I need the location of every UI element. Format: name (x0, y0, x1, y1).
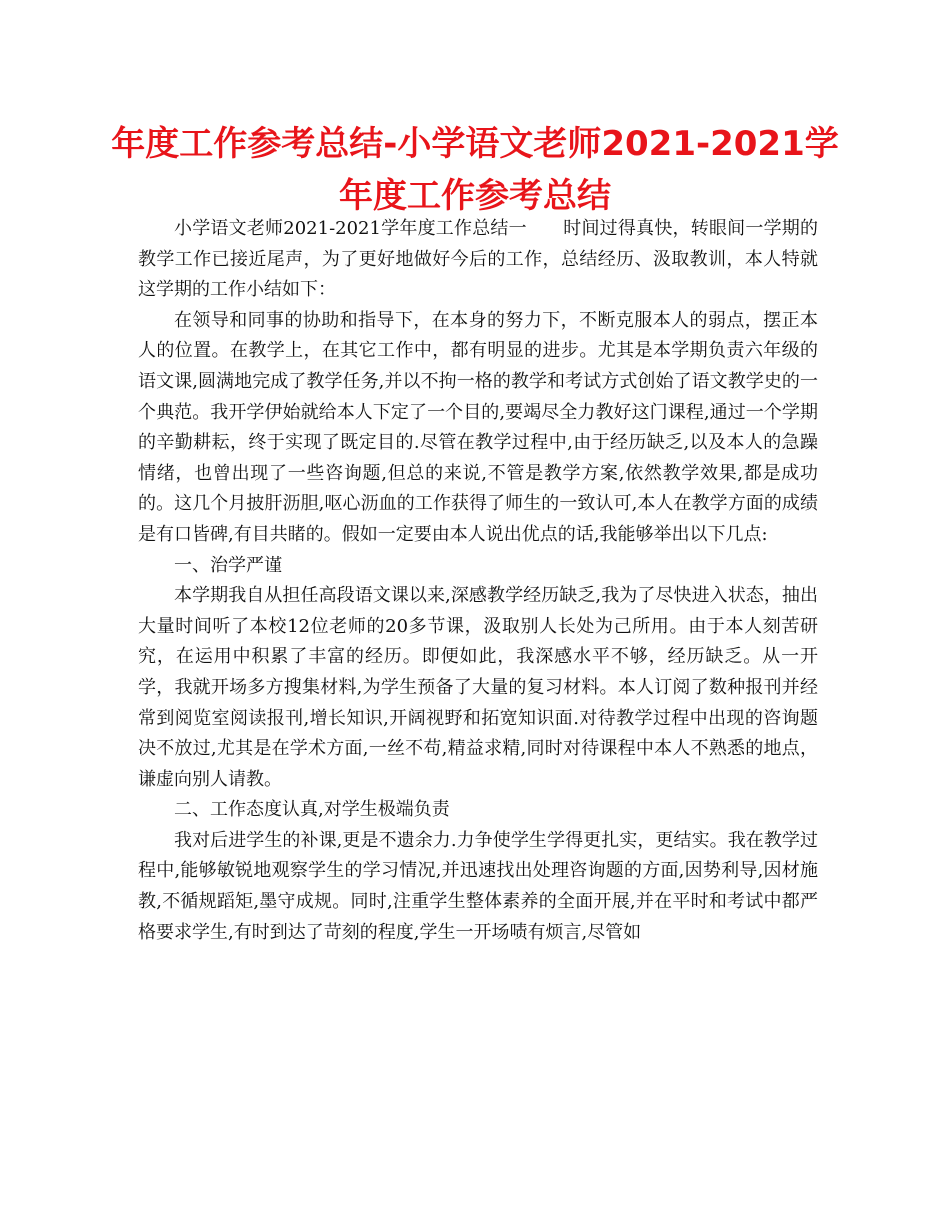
paragraph-section-1: 本学期我自从担任高段语文课以来,深感教学经历缺乏,我为了尽快进入状态，抽出大量时间听了本校12位老师的20多节课，汲取别人长处为己所用。由于本人刻苦研究，在运用中积累了丰富的经历。即便如此，我深感水平不够，经历缺乏。从一开学，我就开场多方搜集材料,为学生预备了大量的复习材料。本人订阅了数种报刊并经常到阅览室阅读报刊,增长知识,开阔视野和拓宽知识面.对待教学过程中出现的咨询题决不放过,尤其是在学术方面,一丝不苟,精益求精,同时对待课程中本人不熟悉的地点，谦虚向别人请教。 (138, 585, 818, 790)
section-heading-1: 一、治学严谨 (174, 554, 282, 576)
paragraph-overview: 在领导和同事的协助和指导下，在本身的努力下，不断克服本人的弱点，摆正本人的位置。在教学上，在其它工作中，都有明显的进步。尤其是本学期负责六年级的语文课,圆满地完成了教学任务,并以不拘一格的教学和考试方式创始了语文教学史的一个典范。我开学伊始就给本人下定了一个目的,要竭尽全力教好这门课程,通过一个学期的辛勤耕耘，终于实现了既定目的.尽管在教学过程中,由于经历缺乏,以及本人的急躁情绪，也曾出现了一些咨询题,但总的来说,不管是教学方案,依然教学效果,都是成功的。这几个月披肝沥胆,呕心沥血的工作获得了师生的一致认可,本人在教学方面的成绩是有口皆碑,有目共睹的。假如一定要由本人说出优点的话,我能够举出以下几点: (138, 309, 818, 545)
paragraph-section-2: 我对后进学生的补课,更是不遗余力.力争使学生学得更扎实，更结实。我在教学过程中,能够敏锐地观察学生的学习情况,并迅速找出处理咨询题的方面,因势利导,因材施教,不循规蹈矩,墨守成规。同时,注重学生整体素养的全面开展,并在平时和考试中都严格要求学生,有时到达了苛刻的程度,学生一开场啧有烦言,尽管如 (138, 829, 818, 943)
document-title: 年度工作参考总结-小学语文老师2021-2021学年度工作参考总结 (111, 124, 839, 216)
document-body (138, 214, 818, 948)
section-heading-2: 二、工作态度认真,对学生极端负责 (174, 799, 450, 821)
paragraph-intro: 小学语文老师2021-2021学年度工作总结一 时间过得真快，转眼间一学期的教学工作已接近尾声，为了更好地做好今后的工作，总结经历、汲取教训，本人特就这学期的工作小结如下： (138, 218, 818, 301)
